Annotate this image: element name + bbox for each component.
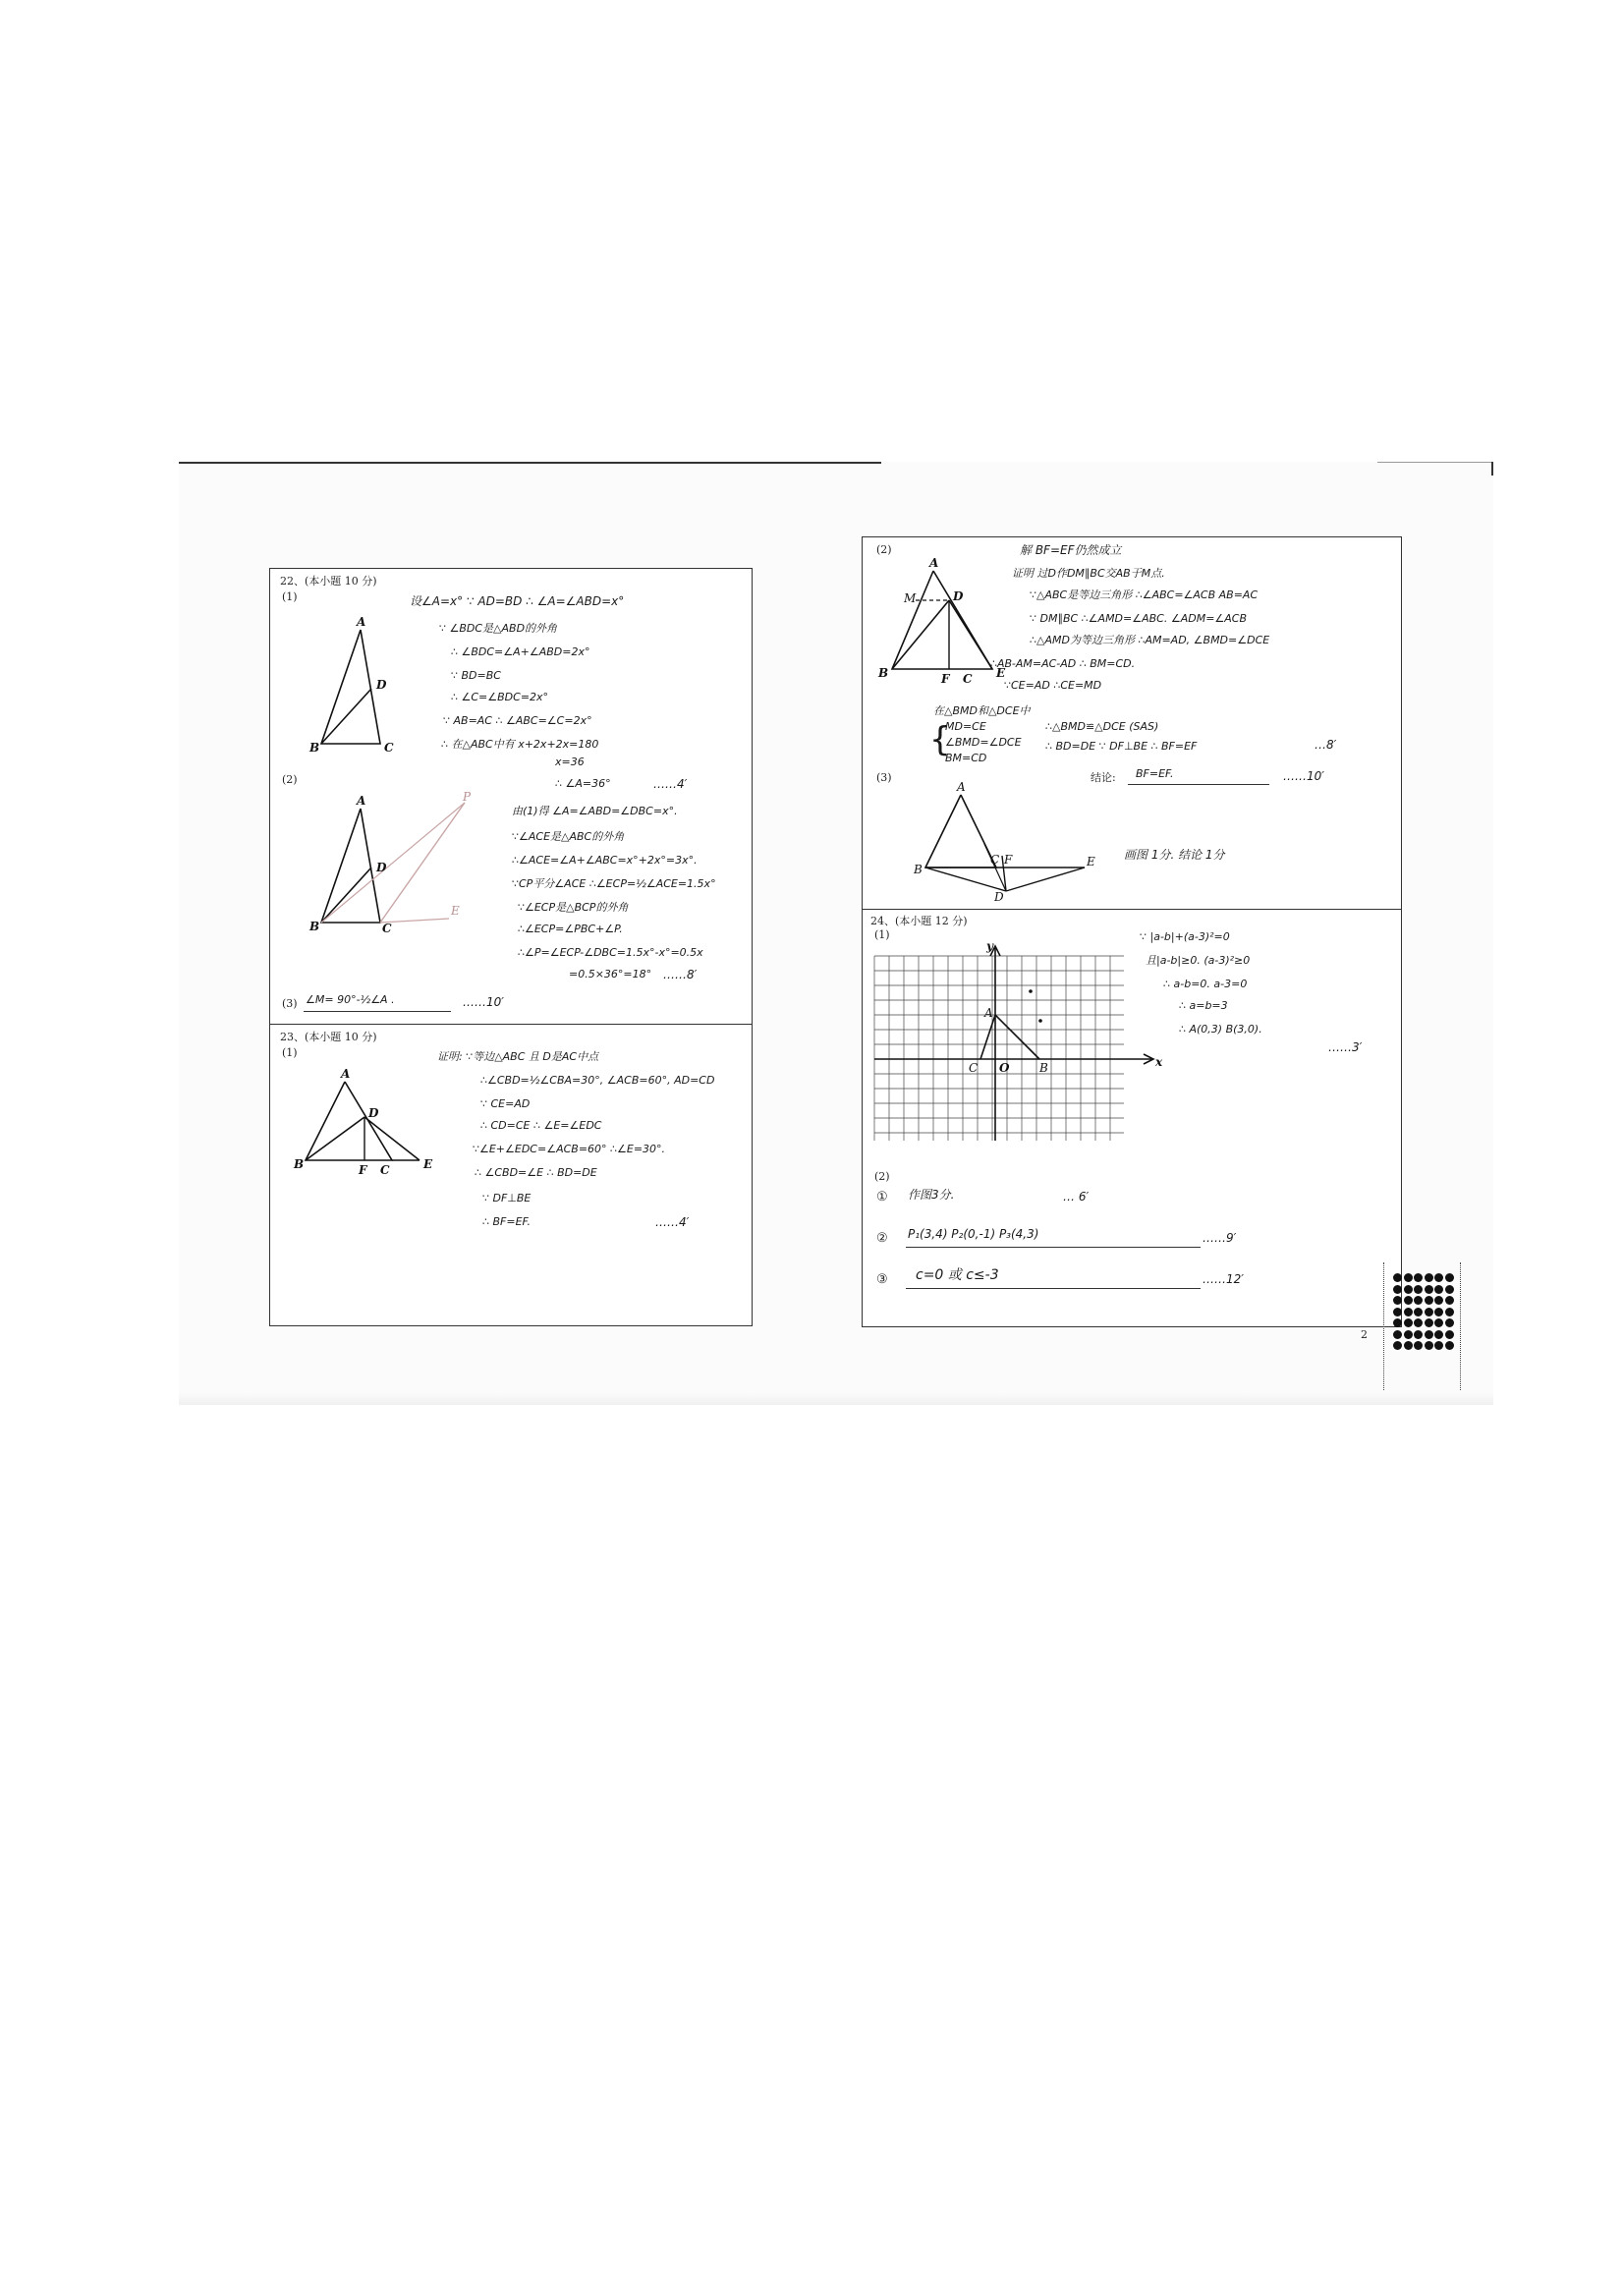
q23-fig2-label-e: E <box>996 666 1006 680</box>
registration-dot <box>1425 1285 1433 1294</box>
q23-p2-system-intro: 在△BMD和△DCE中 <box>933 704 1031 717</box>
q23-part1-label: (1) <box>282 1046 298 1059</box>
q23-fig3-label-f: F <box>1004 853 1013 867</box>
q22-p2-line-4: ∵CP平分∠ACE ∴∠ECP=½∠ACE=1.5x° <box>512 877 716 890</box>
q24-item-2-score: ……9′ <box>1203 1231 1237 1245</box>
registration-dot <box>1445 1308 1454 1316</box>
q24-p1-line-3: ∴ a-b=0. a-3=0 <box>1163 978 1248 990</box>
q22-p1-line-1: 设∠A=x° ∵ AD=BD ∴ ∠A=∠ABD=x° <box>410 594 625 608</box>
q22-fig2-label-e: E <box>451 904 460 918</box>
q23-p2-line-5: ∴AB-AM=AC-AD ∴ BM=CD. <box>990 657 1136 670</box>
registration-dot <box>1445 1318 1454 1327</box>
q23-p3-score: ……10′ <box>1283 769 1324 783</box>
q22-p2-line-7: ∴∠P=∠ECP-∠DBC=1.5x°-x°=0.5x <box>518 946 703 959</box>
scanned-answer-sheet <box>179 462 1493 1405</box>
q23-p2-line-1: 证明 过D作DM∥BC交AB于M点. <box>1012 567 1165 580</box>
q22-p2-line-5: ∵∠ECP是△BCP的外角 <box>518 901 629 914</box>
marker-edge-right <box>1460 1262 1461 1390</box>
q24-p1-line-1: ∵ |a-b|+(a-3)²=0 <box>1140 930 1230 943</box>
q23-figure-3 <box>912 780 1098 904</box>
q23-fig3-label-a: A <box>957 780 966 794</box>
registration-dot <box>1434 1330 1443 1339</box>
q23-p3-underline <box>1128 784 1269 785</box>
q23-p2-system-1: MD=CE <box>945 720 986 733</box>
q23-p3-conclusion-label: 结论: <box>1091 771 1116 784</box>
registration-dot <box>1425 1296 1433 1305</box>
q24-coordinate-grid <box>870 934 1165 1150</box>
q23-fig1-label-b: B <box>294 1157 305 1171</box>
registration-dot <box>1393 1285 1402 1294</box>
q22-fig2-label-b: B <box>309 920 320 933</box>
q22-fig2-label-p: P <box>463 790 472 804</box>
q24-p1-line-2: 且|a-b|≥0. (a-3)²≥0 <box>1146 954 1251 967</box>
q22-p2-line-1: 由(1)得 ∠A=∠ABD=∠DBC=x°. <box>512 805 678 817</box>
q23-fig2-label-b: B <box>878 666 889 680</box>
q23-p1-line-6: ∴ ∠CBD=∠E ∴ BD=DE <box>475 1166 597 1179</box>
q24-p1-line-5: ∴ A(0,3) B(3,0). <box>1179 1023 1262 1036</box>
q23-part2-label: (2) <box>876 543 892 556</box>
registration-dot <box>1414 1341 1423 1350</box>
registration-dot <box>1434 1296 1443 1305</box>
q23-header: 23、(本小题 10 分) <box>280 1031 377 1043</box>
q23-fig2-label-f: F <box>941 672 950 686</box>
q23-part3-label: (3) <box>876 771 892 784</box>
q22-part3-label: (3) <box>282 997 298 1010</box>
q23-q24-divider <box>863 909 1401 910</box>
q24-label-c: C <box>969 1061 979 1075</box>
q23-p2-system-brace: { <box>929 720 951 759</box>
q24-gridlines <box>874 956 1124 1141</box>
registration-dot <box>1393 1308 1402 1316</box>
q22-part1-label: (1) <box>282 590 298 603</box>
q24-item-1-score: … 6′ <box>1063 1190 1090 1204</box>
registration-dot <box>1404 1285 1413 1294</box>
q22-fig1-label-c: C <box>384 741 394 755</box>
q22-header: 22、(本小题 10 分) <box>280 575 377 588</box>
q22-p2-line-6: ∴∠ECP=∠PBC+∠P. <box>518 923 623 935</box>
q22-q23-divider <box>270 1024 752 1025</box>
q22-p1-line-9: ∴ ∠A=36° <box>555 777 611 790</box>
q22-p3-underline <box>304 1011 451 1012</box>
scan-edge-tick <box>1491 462 1493 476</box>
q24-part2-label: (2) <box>874 1170 890 1183</box>
registration-dot <box>1425 1273 1433 1282</box>
q23-fig3-label-d: D <box>994 890 1004 904</box>
registration-dot <box>1425 1308 1433 1316</box>
q23-p1-line-3: ∵ CE=AD <box>480 1097 531 1110</box>
q24-header: 24、(本小题 12 分) <box>870 915 968 927</box>
registration-dot <box>1425 1318 1433 1327</box>
q22-part2-label: (2) <box>282 773 298 786</box>
q24-item-1-answer: 作图3分. <box>908 1188 955 1202</box>
q23-p1-line-2: ∴∠CBD=½∠CBA=30°, ∠ACB=60°, AD=CD <box>480 1074 715 1087</box>
q22-p3-score: ……10′ <box>463 995 504 1009</box>
registration-dot <box>1404 1296 1413 1305</box>
q23-fig2-label-m: M <box>904 591 917 605</box>
registration-dot <box>1393 1296 1402 1305</box>
q24-item-2-underline <box>906 1247 1201 1248</box>
registration-dot <box>1434 1285 1443 1294</box>
q24-item-3-score: ……12′ <box>1203 1272 1244 1286</box>
registration-dot <box>1434 1308 1443 1316</box>
q22-p2-score: ……8′ <box>663 968 698 981</box>
q24-p1-score: ……3′ <box>1328 1040 1363 1054</box>
q23-p2-system-2: ∠BMD=∠DCE <box>945 736 1022 749</box>
q24-axis-y-label: y <box>986 939 993 953</box>
q22-p1-score: ……4′ <box>653 777 688 791</box>
q23-p2-title: 解 BF=EF仍然成立 <box>1020 543 1122 557</box>
q24-part1-label: (1) <box>874 928 890 941</box>
q24-item-1-mark: ① <box>876 1190 888 1204</box>
q22-fig1-label-a: A <box>357 615 366 629</box>
registration-dot <box>1425 1341 1433 1350</box>
q24-item-3-answer: c=0 或 c≤-3 <box>916 1267 999 1283</box>
q23-p2-line-4: ∴△AMD为等边三角形 ∴AM=AD, ∠BMD=∠DCE <box>1030 634 1270 646</box>
q23-fig1-label-d: D <box>368 1106 379 1120</box>
scan-edge-top <box>179 462 881 464</box>
q24-axis-x-label: x <box>1155 1055 1163 1069</box>
scan-bottom-shadow <box>179 1393 1493 1405</box>
q23-p1-line-1: 证明: ∵等边△ABC 且 D是AC中点 <box>437 1050 599 1063</box>
q24-label-o: O <box>999 1061 1010 1075</box>
q22-p2-line-3: ∴∠ACE=∠A+∠ABC=x°+2x°=3x°. <box>512 854 698 867</box>
q23-fig2-label-d: D <box>953 589 964 603</box>
q22-fig2-label-a: A <box>357 794 366 808</box>
q22-fig2-label-c: C <box>382 922 392 935</box>
q22-p1-line-3: ∴ ∠BDC=∠A+∠ABD=2x° <box>451 645 590 658</box>
q23-p2-line-2: ∵△ABC是等边三角形 ∴∠ABC=∠ACB AB=AC <box>1030 588 1259 601</box>
registration-dot <box>1404 1318 1413 1327</box>
left-answer-panel <box>269 568 753 1326</box>
q24-item-3-underline <box>906 1288 1201 1289</box>
q22-p1-line-5: ∴ ∠C=∠BDC=2x° <box>451 691 549 703</box>
registration-dot <box>1425 1330 1433 1339</box>
q23-fig3-label-c: C <box>990 853 1000 867</box>
q22-p1-line-2: ∵ ∠BDC是△ABD的外角 <box>439 622 558 635</box>
q24-item-2-answer: P₁(3,4) P₂(0,-1) P₃(4,3) <box>908 1227 1039 1241</box>
registration-dot <box>1404 1308 1413 1316</box>
q23-fig3-label-b: B <box>914 863 923 876</box>
scan-edge-top-right <box>1377 462 1493 463</box>
registration-dot <box>1393 1341 1402 1350</box>
registration-dot <box>1434 1318 1443 1327</box>
registration-dot <box>1445 1341 1454 1350</box>
q23-fig2-label-c: C <box>963 672 973 686</box>
registration-dot <box>1393 1273 1402 1282</box>
registration-dot <box>1393 1318 1402 1327</box>
q23-p2-score: …8′ <box>1315 738 1337 752</box>
registration-dot <box>1414 1296 1423 1305</box>
registration-dot <box>1445 1330 1454 1339</box>
q23-fig1-label-e: E <box>423 1157 433 1171</box>
registration-dot <box>1434 1341 1443 1350</box>
q22-p1-line-7: ∴ 在△ABC中有 x+2x+2x=180 <box>441 738 599 751</box>
q22-fig1-label-b: B <box>309 741 320 755</box>
q23-fig1-label-c: C <box>380 1163 390 1177</box>
registration-dot <box>1414 1318 1423 1327</box>
q23-fig3-label-e: E <box>1087 855 1095 868</box>
q23-p2-result-1: ∴△BMD≌△DCE (SAS) <box>1045 720 1159 733</box>
q22-p2-line-8: =0.5×36°=18° <box>569 968 652 980</box>
q23-fig2-label-a: A <box>929 556 939 570</box>
q23-p2-line-6: ∵CE=AD ∴CE=MD <box>1004 679 1102 692</box>
page-number: 2 <box>1361 1328 1368 1341</box>
registration-dot <box>1404 1273 1413 1282</box>
q23-p1-line-5: ∵∠E+∠EDC=∠ACB=60° ∴∠E=30°. <box>473 1143 666 1155</box>
q22-p1-line-4: ∵ BD=BC <box>451 669 501 682</box>
q23-p3-note: 画图 1分. 结论 1分 <box>1124 848 1225 862</box>
q24-item-2-mark: ② <box>876 1231 888 1246</box>
q22-figure-1 <box>300 615 418 756</box>
q24-label-b: B <box>1039 1061 1048 1075</box>
q24-label-a: A <box>984 1006 993 1020</box>
registration-dot <box>1404 1330 1413 1339</box>
q23-p1-score: ……4′ <box>655 1215 690 1229</box>
q22-p1-line-8: x=36 <box>555 756 585 768</box>
q22-fig2-label-d: D <box>376 861 387 874</box>
q23-fig1-label-f: F <box>359 1163 367 1177</box>
right-answer-panel <box>862 536 1402 1327</box>
registration-dot <box>1393 1330 1402 1339</box>
registration-dot <box>1445 1285 1454 1294</box>
q23-figure-1 <box>294 1067 441 1188</box>
registration-dot <box>1434 1273 1443 1282</box>
q22-p2-line-2: ∵∠ACE是△ABC的外角 <box>512 830 625 843</box>
q24-p1-line-4: ∴ a=b=3 <box>1179 999 1228 1012</box>
q22-p3-answer: ∠M= 90°-½∠A . <box>306 993 395 1006</box>
registration-dot <box>1414 1285 1423 1294</box>
q23-p1-line-7: ∵ DF⊥BE <box>482 1192 532 1204</box>
registration-dot <box>1445 1296 1454 1305</box>
marker-edge-left <box>1383 1262 1384 1390</box>
q23-p3-conclusion: BF=EF. <box>1136 767 1174 780</box>
registration-dot-marker <box>1385 1267 1456 1356</box>
q23-p2-system-3: BM=CD <box>945 752 987 764</box>
q23-p1-line-4: ∴ CD=CE ∴ ∠E=∠EDC <box>480 1119 602 1132</box>
registration-dot <box>1404 1341 1413 1350</box>
q23-p2-result-2: ∴ BD=DE ∵ DF⊥BE ∴ BF=EF <box>1045 740 1198 753</box>
q23-fig1-label-a: A <box>341 1067 351 1081</box>
q23-p2-line-3: ∵ DM∥BC ∴∠AMD=∠ABC. ∠ADM=∠ACB <box>1030 612 1248 625</box>
registration-dot <box>1414 1330 1423 1339</box>
registration-dot <box>1414 1308 1423 1316</box>
registration-dot <box>1445 1273 1454 1282</box>
registration-dot <box>1414 1273 1423 1282</box>
q23-p1-line-8: ∴ BF=EF. <box>482 1215 531 1228</box>
q22-fig1-label-d: D <box>376 678 387 692</box>
q22-p1-line-6: ∵ AB=AC ∴ ∠ABC=∠C=2x° <box>443 714 592 727</box>
q24-item-3-mark: ③ <box>876 1272 888 1287</box>
q22-figure-2 <box>300 790 476 944</box>
